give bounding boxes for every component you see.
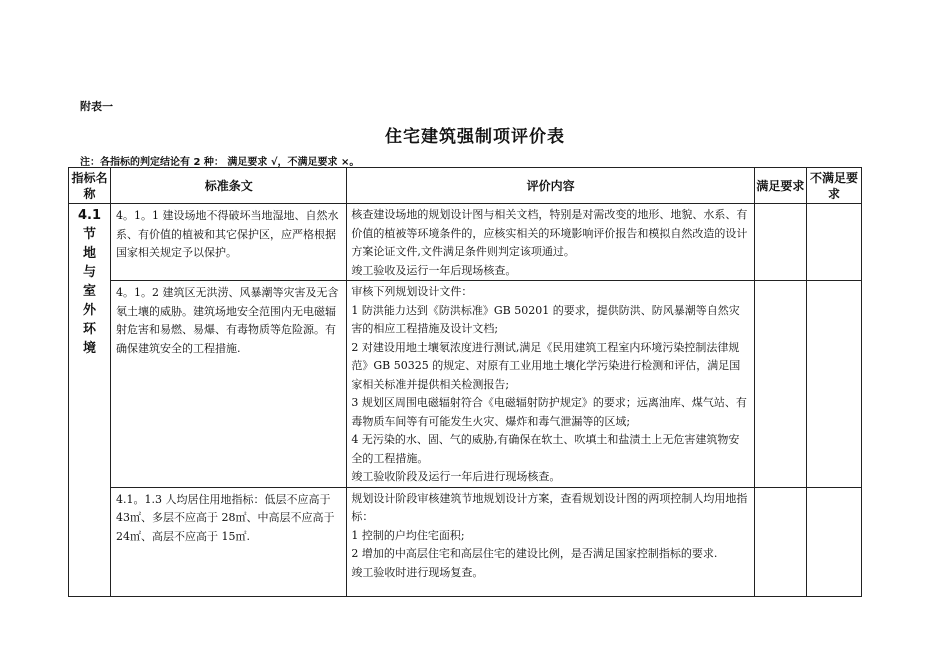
table-row	[69, 487, 862, 596]
evaluation-line: 规划设计阶段审核建筑节地规划设计方案，查看规划设计图的两项控制人均用地指标：	[351, 491, 748, 523]
header-meets: 满足要求	[754, 168, 806, 204]
evaluation-table	[68, 167, 862, 597]
standard-clause: 4。1。2 建筑区无洪涝、风暴潮等灾害及无含氡土壤的威胁。建筑场地安全范围内无电磁辐射危害和易燃、易爆、有毒物质等危险源。有确保建筑安全的工程措施.	[111, 281, 347, 488]
evaluation-content	[347, 281, 755, 488]
indicator-code: 4.1	[78, 208, 102, 223]
page-title: 住宅建筑强制项评价表	[385, 127, 565, 147]
meets-cell[interactable]	[754, 487, 806, 596]
appendix-label: 附表一	[80, 100, 113, 113]
header-evaluation: 评价内容	[347, 168, 755, 204]
evaluation-line: 1 控制的户均住宅面积;	[351, 528, 465, 542]
evaluation-line: 3 规划区周围电磁辐射符合《电磁辐射防护规定》的要求；远离油库、煤气站、有毒物质车间等有可能发生火灾、爆炸和毒气泄漏等的区域;	[351, 396, 747, 428]
evaluation-line: 4 无污染的水、固、气的威胁,有确保在软土、吹填土和盐渍土上无危害建筑物安全的工程措施。	[351, 433, 740, 465]
evaluation-line: 竣工验收时进行现场复查。	[351, 565, 484, 579]
standard-clause: 4。1。1 建设场地不得破坏当地湿地、自然水系、有价值的植被和其它保护区，应严格根据国家相关规定予以保护。	[111, 204, 347, 281]
evaluation-line: 核查建设场地的规划设计图与相关文档，特别是对需改变的地形、地貌、水系、有价值的植被等环境条件的，应核实相关的环境影响评价报告和模拟自然改造的设计方案论证文件,文件满足条件则判定该项通过。	[351, 208, 748, 258]
not-meets-cell[interactable]	[806, 281, 861, 488]
table-header-row	[69, 168, 862, 204]
evaluation-content	[347, 204, 755, 281]
header-not-meets: 不满足要求	[806, 168, 861, 204]
evaluation-line: 审核下列规划设计文件：	[351, 285, 473, 298]
header-indicator: 指标名称	[69, 168, 111, 204]
standard-clause: 4.1。1.3 人均居住用地指标：低层不应高于 43㎡、多层不应高于 28㎡、中高层不应高于 24㎡、高层不应高于 15㎡.	[111, 487, 347, 596]
evaluation-line: 1 防洪能力达到《防洪标准》GB 50201 的要求，提供防洪、防风暴潮等自然灾害的相应工程措施及设计文档;	[351, 303, 740, 335]
indicator-char: 环	[83, 322, 97, 337]
indicator-char: 境	[83, 341, 97, 356]
evaluation-line: 2 增加的中高层住宅和高层住宅的建设比例，是否满足国家控制指标的要求.	[351, 547, 718, 560]
indicator-char: 外	[83, 303, 97, 318]
indicator-char: 地	[83, 246, 97, 261]
header-standard: 标准条文	[111, 168, 347, 204]
indicator-char: 与	[83, 265, 97, 280]
meets-cell[interactable]	[754, 204, 806, 281]
table-row	[69, 281, 862, 488]
evaluation-note: 注：各指标的判定结论有 2 种： 满足要求 √，不满足要求 ×。	[80, 157, 360, 168]
indicator-char: 节	[83, 227, 97, 242]
table-row	[69, 204, 862, 281]
evaluation-line: 2 对建设用地土壤氡浓度进行测试,满足《民用建筑工程室内环境污染控制法律规范》GB 50325 的规定、对原有工业用地土壤化学污染进行检测和评估，满足国家相关标准并提供相关检测报告;	[351, 340, 741, 391]
not-meets-cell[interactable]	[806, 487, 861, 596]
evaluation-content	[347, 487, 755, 596]
indicator-char: 室	[83, 284, 97, 299]
evaluation-line: 竣工验收及运行一年后现场核查。	[351, 263, 517, 277]
not-meets-cell[interactable]	[806, 204, 861, 281]
evaluation-line: 竣工验收阶段及运行一年后进行现场核查。	[351, 470, 561, 483]
meets-cell[interactable]	[754, 281, 806, 488]
indicator-cell	[69, 204, 111, 597]
